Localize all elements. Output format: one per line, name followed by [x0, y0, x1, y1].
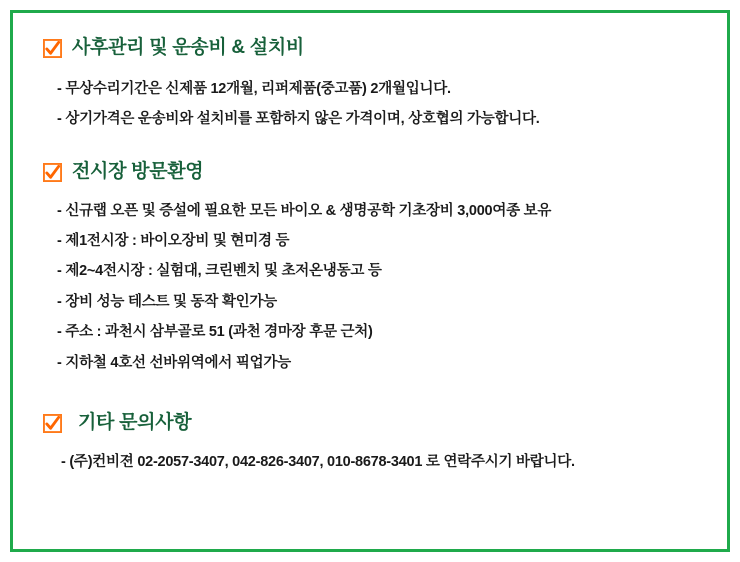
content-frame [10, 10, 730, 552]
list-item: - 상기가격은 운송비와 설치비를 포함하지 않은 가격이며, 상호협의 가능합니다. [57, 111, 540, 128]
list-item: - 신규랩 오픈 및 증설에 필요한 모든 바이오 & 생명공학 기초장비 3,000여종 보유 [57, 202, 552, 219]
list-item: - 지하철 4호선 선바위역에서 픽업가능 [57, 354, 291, 371]
section-title: 사후관리 및 운송비 & 설치비 [72, 37, 304, 58]
section-showroom [39, 161, 701, 379]
spacer [39, 378, 701, 408]
section-header [43, 37, 701, 60]
section-bullets [39, 447, 701, 477]
spacer [39, 135, 701, 161]
section-contact [39, 412, 701, 477]
section-title: 기타 문의사항 [78, 412, 192, 434]
section-header [43, 161, 701, 184]
section-title: 전시장 방문환영 [72, 160, 204, 182]
section-aftercare [39, 37, 701, 135]
orange-check-icon [43, 39, 62, 58]
list-item: - 주소 : 과천시 삼부골로 51 (과천 경마장 후문 근처) [57, 324, 373, 341]
list-item: - 무상수리기간은 신제품 12개월, 리퍼제품(중고품) 2개월입니다. [57, 80, 451, 97]
list-item: - (주)컨비젼 02-2057-3407, 042-826-3407, 010-8678-3401 로 연락주시기 바랍니다. [61, 454, 575, 471]
list-item: - 제1전시장 : 바이오장비 및 현미경 등 [57, 233, 290, 249]
section-bullets [39, 74, 701, 135]
orange-check-icon [43, 414, 62, 433]
section-bullets [39, 196, 701, 379]
orange-check-icon [43, 163, 62, 182]
section-header [43, 412, 701, 435]
list-item: - 장비 성능 테스트 및 동작 확인가능 [57, 293, 277, 310]
list-item: - 제2~4전시장 : 실험대, 크린벤치 및 초저온냉동고 등 [57, 263, 382, 280]
